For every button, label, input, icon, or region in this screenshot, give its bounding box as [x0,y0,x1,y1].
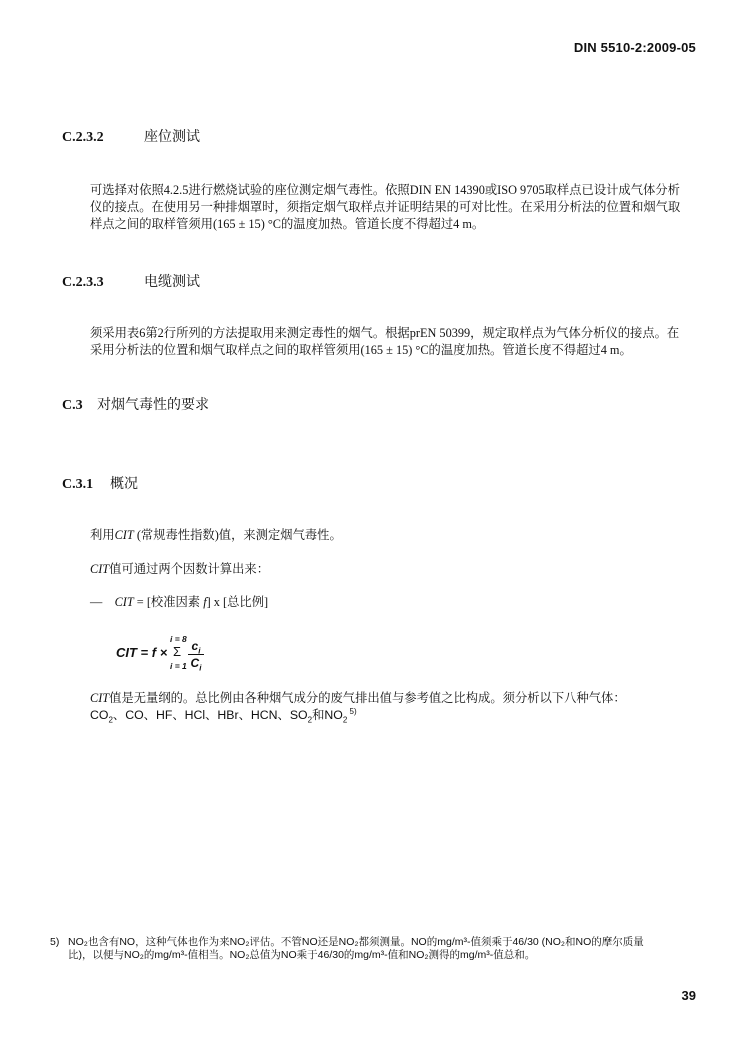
cit-term: CIT [90,562,110,576]
section-number: C.3 [62,398,83,413]
numerator: $c_i$ [191,639,201,656]
section-heading-c3 [62,394,209,414]
text: ] x [总比例] [206,595,269,609]
factor-f: f [203,595,207,609]
formula-lhs: CIT = f × [116,645,168,660]
section-number: C.2.3.3 [62,275,104,290]
sum-lower-limit: i = 1 [170,661,187,671]
paragraph-cit-dimensionless [90,690,702,724]
text: 利用 [90,528,115,542]
text: = [校准因素 [133,595,204,609]
text-line: 样点之间的取样管须用(165 ± 15) °C的温度加热。管道长度不得超过4 m。 [90,217,485,231]
text: 值是无量纲的。总比例由各种烟气成分的废气排出值与参考值之比构成。须分析以下八种气体： [109,691,626,705]
text-line: 可选择对依照4.2.5进行燃烧试验的座位测定烟气毒性。依照DIN EN 14390或ISO 9705取样点已设计成气体分析 [90,183,680,197]
text-line: 须采用表6第2行所列的方法提取用来测定毒性的烟气。根据prEN 50399，规定取样点为气体分析仪的接点。在 [90,326,680,340]
section-number: C.3.1 [62,477,94,492]
text: 值可通过两个因数计算出来： [109,562,270,576]
section-title: 座位测试 [144,130,200,145]
section-number: C.2.3.2 [62,130,104,145]
cit-term: CIT [114,528,134,542]
sum-upper-limit: i = 8 [170,634,187,644]
footnote-mark: 5) [50,936,60,948]
dash-bullet: — [90,595,103,609]
section-title: 概况 [110,477,138,492]
section-title: 对烟气毒性的要求 [97,398,209,413]
cit-term: CIT [114,595,134,609]
page-number: 39 [681,988,696,1003]
cit-term: CIT [90,691,110,705]
footnote-line: 比)，以便与NO₂的mg/m³-值相当。NO₂总值为NO乘于46/30的mg/m³-值和NO₂测得的mg/m³-值总和。 [68,949,536,961]
dash-list-item [90,594,702,611]
denominator: $C_i$ [190,656,202,673]
section-heading-c232 [62,126,200,146]
fraction-bar [188,654,204,655]
gas-list: $CO_2$、CO、HF、HCl、HBr、HCN、$SO_2$和$NO_2$ $^{5)}$ [90,706,357,725]
footnote-ref: 5) [347,706,357,716]
paragraph-cit-intro [90,527,702,544]
fraction [188,639,204,673]
footnote-line: NO₂也含有NO，这种气体也作为来NO₂评估。不管NO还是NO₂都须测量。NO的mg/m³-值须乘于46/30 (NO₂和NO的摩尔质量 [68,936,644,948]
section-heading-c31 [62,473,138,493]
paragraph-cit-factors [90,561,702,578]
text-line: 仪的接点。在使用另一种排烟罩时，须指定烟气取样点并证明结果的可对比性。在采用分析法的位置和烟气取 [90,200,681,214]
sum-symbol: Σ [173,644,182,659]
paragraph-c233 [90,325,702,359]
section-heading-c233 [62,271,200,291]
text: (常规毒性指数)值，来测定烟气毒性。 [133,528,342,542]
text-line: 采用分析法的位置和烟气取样点之间的取样管须用(165 ± 15) °C的温度加热。管道长度不得超过4 m。 [90,343,632,357]
section-title: 电缆测试 [144,275,200,290]
paragraph-c232 [90,182,702,233]
document-id: DIN 5510-2:2009-05 [573,40,696,55]
